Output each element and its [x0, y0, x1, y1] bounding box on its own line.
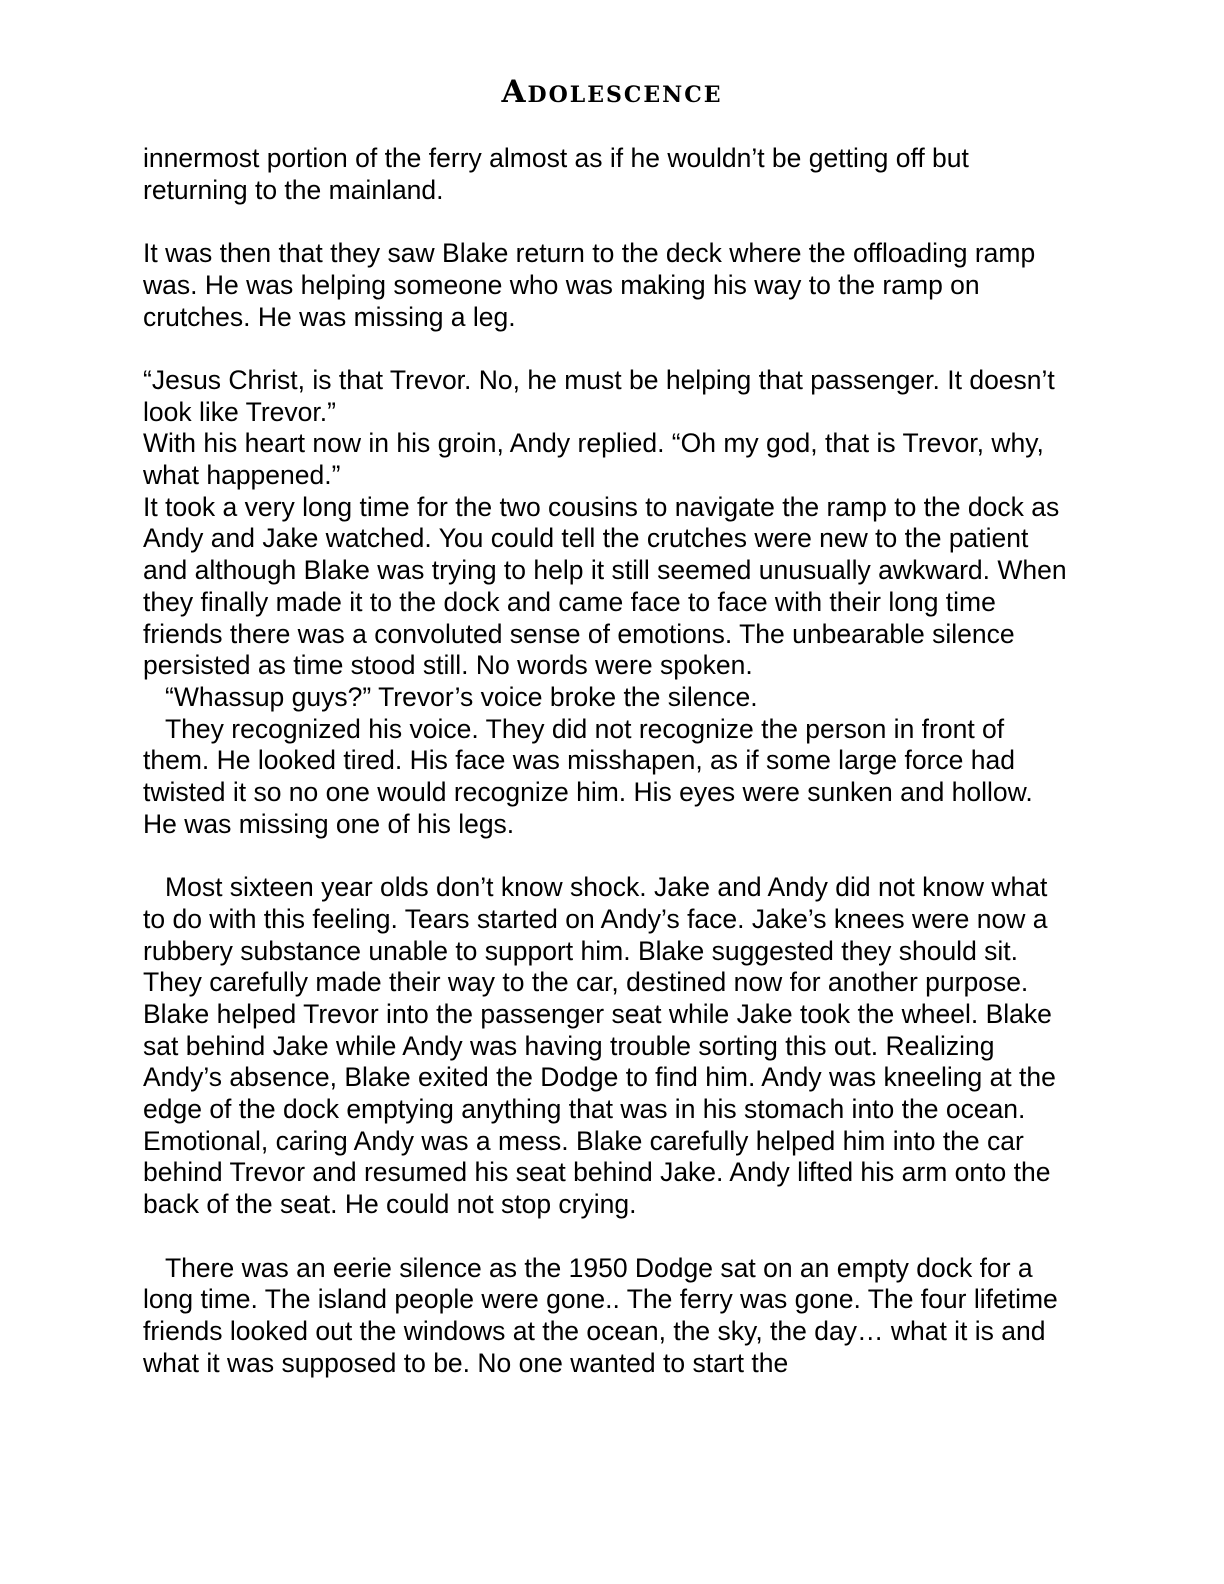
- running-title: Adolescence: [501, 74, 723, 110]
- paragraph-9: There was an eerie silence as the 1950 Dodge sat on an empty dock for a long time. The island people were gone.. The ferry was gone. The four lifetime friends looked out the windows at the ocean, the sky, the day… what it is and what it was supposed to be. No one wanted to start the: [143, 1252, 1058, 1378]
- paragraph-6: “Whassup guys?” Trevor’s voice broke the silence.: [165, 681, 758, 712]
- paragraph-2: It was then that they saw Blake return to the deck where the offloading ramp was. He was helping someone who was making his way to the ramp on crutches. He was missing a leg.: [143, 238, 1036, 332]
- paragraph-8: Most sixteen year olds don’t know shock. Jake and Andy did not know what to do with this feeling. Tears started on Andy’s face. Jake’s knees were now a rubbery substance unable to support him. Blake suggested they should sit. They carefully made their way to the car, destined now for another purpose. Blake helped Trevor into the passenger seat while Jake took the wheel. Blake sat behind Jake while Andy was having trouble sorting this out. Realizing Andy’s absence, Blake exited the Dodge to find him. Andy was kneeling at the edge of the dock emptying anything that was in his stomach into the ocean. Emotional, caring Andy was a mess. Blake carefully helped him into the car behind Trevor and resumed his seat behind Jake. Andy lifted his arm onto the back of the seat. He could not stop crying.: [143, 872, 1056, 1220]
- paragraph-4: With his heart now in his groin, Andy replied. “Oh my god, that is Trevor, why, what happened.”: [143, 428, 1044, 490]
- paragraph-1: innermost portion of the ferry almost as if he wouldn’t be getting off but returning to the mainland.: [143, 143, 969, 205]
- paragraph-7: They recognized his voice. They did not recognize the person in front of them. He looked tired. His face was misshapen, as if some large force had twisted it so no one would recognize him. His eyes were sunken and hollow. He was missing one of his legs.: [143, 713, 1033, 839]
- paragraph-5: It took a very long time for the two cousins to navigate the ramp to the dock as Andy and Jake watched. You could tell the crutches were new to the patient and although Blake was trying to help it still seemed unusually awkward. When they finally made it to the dock and came face to face with their long time friends there was a convoluted sense of emotions. The unbearable silence persisted as time stood still. No words were spoken.: [143, 491, 1067, 681]
- paragraph-3: “Jesus Christ, is that Trevor. No, he must be helping that passenger. It doesn’t look like Trevor.”: [143, 364, 1055, 427]
- body-text: [143, 143, 1073, 1379]
